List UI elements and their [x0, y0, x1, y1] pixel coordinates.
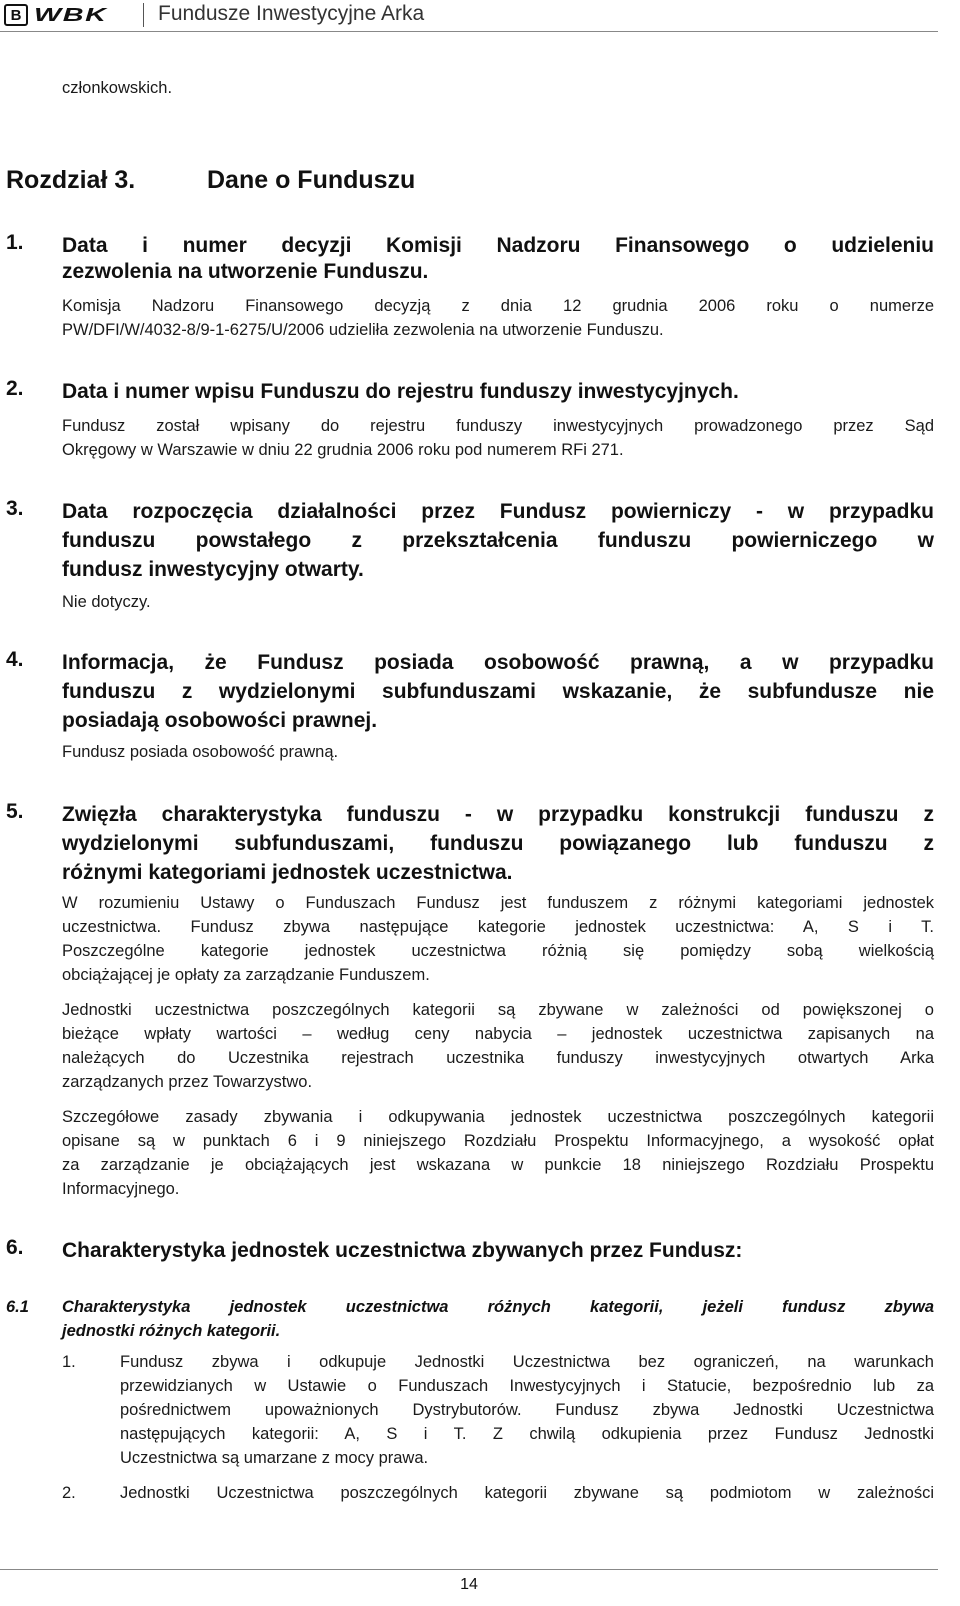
chapter-title: Dane o Funduszu	[207, 166, 416, 194]
section-5-heading-line-3: różnymi kategoriami jednostek uczestnictwa.	[62, 861, 513, 884]
section-1-paragraph: Komisja Nadzoru Finansowego decyzją z dnia 12 grudnia 2006 roku o numerze	[62, 297, 934, 315]
section-5-paragraph-2-line-4: zarządzanych przez Towarzystwo.	[62, 1073, 313, 1091]
section-5-paragraph-3-line-2: opisane są w punktach 6 i 9 niniejszego Rozdziału Prospektu Informacyjnego, a wysokość opłat	[62, 1132, 934, 1150]
list-item-1-line-2: przewidzianych w Ustawie o Funduszach Inwestycyjnych i Statucie, bezpośrednio lub za	[120, 1377, 934, 1395]
section-5-paragraph-1-line-3: Poszczególne kategorie jednostek uczestnictwa różnią się pomiędzy sobą wielkością	[62, 942, 934, 960]
section-3-number: 3.	[6, 497, 24, 520]
section-5-paragraph-3-line-4: Informacyjnego.	[62, 1180, 180, 1198]
section-6-1-heading: Charakterystyka jednostek uczestnictwa różnych kategorii, jeżeli fundusz zbywa	[62, 1298, 934, 1316]
section-2-number: 2.	[6, 377, 24, 400]
section-5-heading: Zwięzła charakterystyka funduszu - w przypadku konstrukcji funduszu z	[62, 803, 934, 826]
section-5-paragraph-1: W rozumieniu Ustawy o Funduszach Fundusz jest funduszem z różnymi kategoriami jednostek	[62, 894, 934, 912]
section-6-1-heading-line-2: jednostki różnych kategorii.	[62, 1322, 281, 1340]
section-4-heading: Informacja, że Fundusz posiada osobowość prawną, a w przypadku	[62, 651, 934, 674]
section-1-number: 1.	[6, 231, 24, 254]
list-item-2-number: 2.	[62, 1484, 76, 1502]
section-1-paragraph-line-2: PW/DFI/W/4032-8/9-1-6275/U/2006 udzieliła zezwolenia na utworzenie Funduszu.	[62, 321, 664, 339]
list-item-1-number: 1.	[62, 1353, 76, 1371]
section-3-heading: Data rozpoczęcia działalności przez Fundusz powierniczy - w przypadku	[62, 500, 934, 523]
section-5-paragraph-2-line-3: należących do Uczestnika rejestrach uczestnika funduszy inwestycyjnych otwartych Arka	[62, 1049, 934, 1067]
page-number: 14	[460, 1576, 478, 1593]
wbk-logo-text: WBK	[34, 5, 108, 25]
header-title: Fundusze Inwestycyjne Arka	[158, 2, 425, 25]
section-6-heading: Charakterystyka jednostek uczestnictwa zbywanych przez Fundusz:	[62, 1239, 743, 1262]
section-5-paragraph-3: Szczegółowe zasady zbywania i odkupywania jednostek uczestnictwa poszczególnych kategorii	[62, 1108, 934, 1126]
section-5-paragraph-2: Jednostki uczestnictwa poszczególnych kategorii są zbywane w zależności od powiększonej o	[62, 1001, 934, 1019]
chapter-label: Rozdział 3.	[6, 166, 136, 194]
section-5-heading-line-2: wydzielonymi subfunduszami, funduszu powiązanego lub funduszu z	[62, 832, 934, 855]
list-item-1-line-1: Fundusz zbywa i odkupuje Jednostki Uczestnictwa bez ograniczeń, na warunkach	[120, 1353, 934, 1371]
header-divider	[143, 3, 144, 27]
section-4-paragraph: Fundusz posiada osobowość prawną.	[62, 743, 339, 761]
list-item-1-line-5: Uczestnictwa są umarzane z mocy prawa.	[120, 1449, 429, 1467]
section-2-paragraph: Fundusz został wpisany do rejestru funduszy inwestycyjnych prowadzonego przez Sąd	[62, 417, 934, 435]
header-rule	[0, 31, 938, 32]
section-4-heading-line-2: funduszu z wydzielonymi subfunduszami wskazanie, że subfundusze nie	[62, 680, 934, 703]
footer-rule	[0, 1569, 938, 1570]
page-header	[0, 0, 960, 32]
previous-page-continuation: członkowskich.	[62, 79, 173, 97]
section-4-number: 4.	[6, 648, 24, 671]
section-5-paragraph-1-line-2: uczestnictwa. Fundusz zbywa następujące kategorie jednostek uczestnictwa: A, S i T.	[62, 918, 934, 936]
section-5-paragraph-1-line-4: obciążającej je opłaty za zarządzanie Funduszem.	[62, 966, 430, 984]
section-1-heading: Data i numer decyzji Komisji Nadzoru Finansowego o udzieleniu	[62, 234, 934, 257]
list-item-1-line-4: następujących kategorii: A, S i T. Z chwilą odkupienia przez Fundusz Jednostki	[120, 1425, 934, 1443]
section-2-heading: Data i numer wpisu Funduszu do rejestru funduszy inwestycyjnych.	[62, 380, 739, 403]
section-1-heading-line-2: zezwolenia na utworzenie Funduszu.	[62, 260, 429, 283]
section-3-paragraph: Nie dotyczy.	[62, 593, 151, 611]
section-3-heading-line-3: fundusz inwestycyjny otwarty.	[62, 558, 364, 581]
bzwbk-logo-icon: B	[4, 4, 28, 26]
section-2-paragraph-line-2: Okręgowy w Warszawie w dniu 22 grudnia 2006 roku pod numerem RFi 271.	[62, 441, 624, 459]
section-5-paragraph-3-line-3: za zarządzanie je obciążających jest wskazana w punkcie 18 niniejszego Rozdziału Prospektu	[62, 1156, 934, 1174]
list-item-2-line-1: Jednostki Uczestnictwa poszczególnych kategorii zbywane są podmiotom w zależności	[120, 1484, 934, 1502]
section-6-1-number: 6.1	[6, 1298, 29, 1316]
list-item-1-line-3: pośrednictwem upoważnionych Dystrybutorów. Fundusz zbywa Jednostki Uczestnictwa	[120, 1401, 934, 1419]
section-5-number: 5.	[6, 800, 24, 823]
section-4-heading-line-3: posiadają osobowości prawnej.	[62, 709, 378, 732]
section-5-paragraph-2-line-2: bieżące wpłaty wartości – według ceny nabycia – jednostek uczestnictwa zapisanych na	[62, 1025, 934, 1043]
section-6-number: 6.	[6, 1236, 24, 1259]
section-3-heading-line-2: funduszu powstałego z przekształcenia funduszu powierniczego w	[62, 529, 934, 552]
